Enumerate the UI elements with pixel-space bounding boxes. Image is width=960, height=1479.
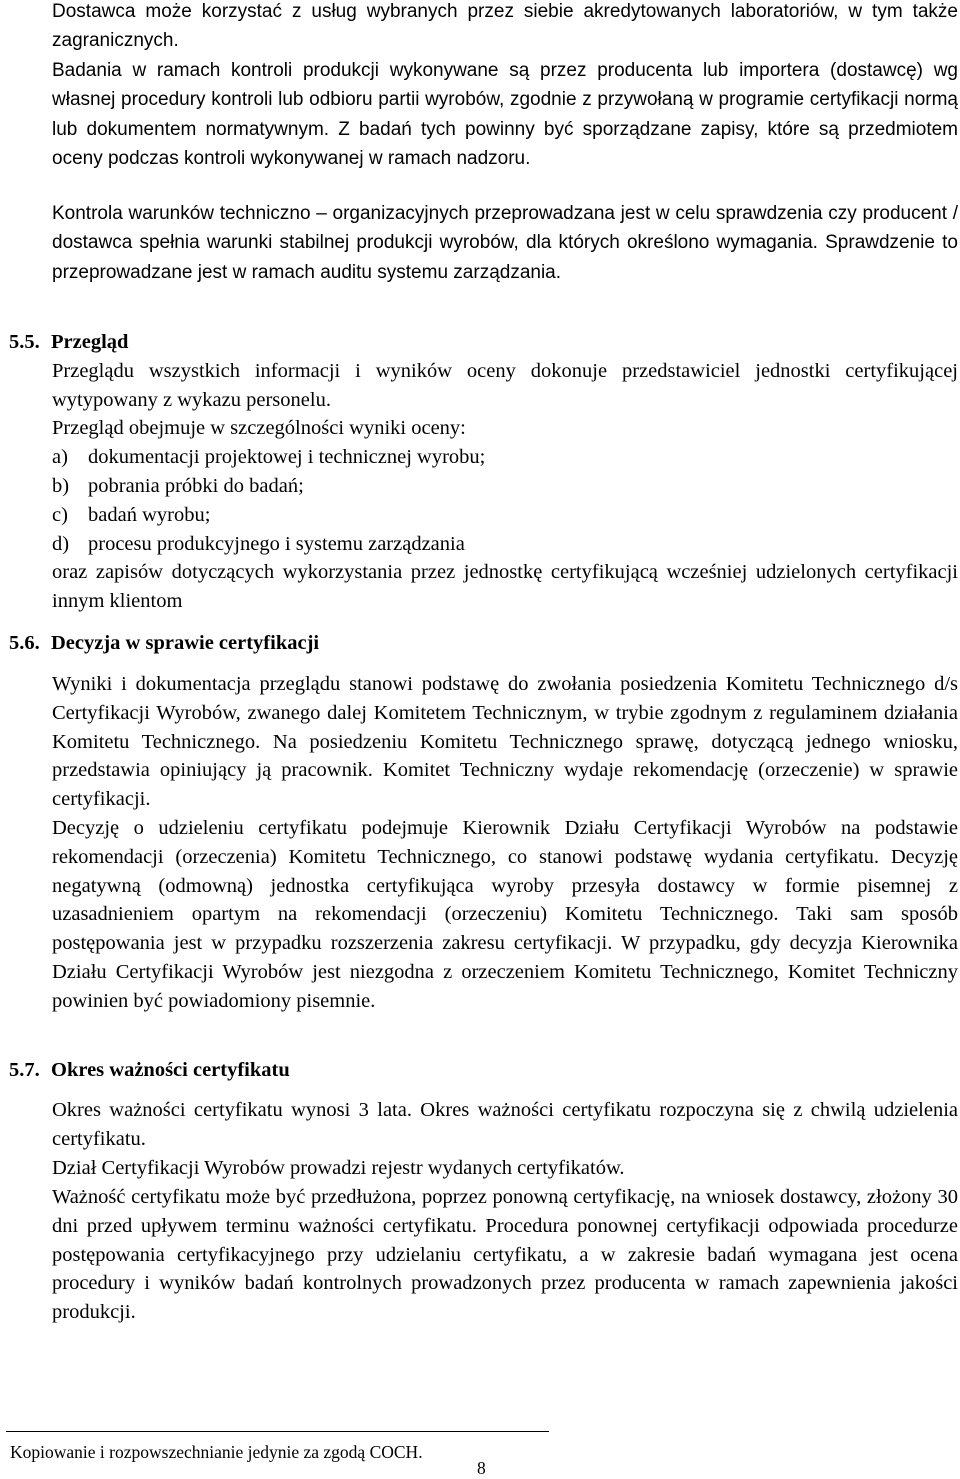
intro-paragraph-technical-control: Kontrola warunków techniczno – organizacyjnych przeprowadzana jest w celu sprawdzenia czy producent / dostawca spełnia warunki stabilnej produkcji wyrobów, dla których określono wymagania. Sprawdzenie to przeprowadzane jest w ramach auditu systemu zarządzania. (52, 203, 958, 283)
footer-divider (6, 1431, 549, 1432)
section-title: Decyzja w sprawie certyfikacji (51, 632, 320, 654)
review-paragraph-records: oraz zapisów dotyczących wykorzystania przez jednostkę certyfikującą wcześniej udzielonych certyfikacji innym klientom (52, 561, 958, 612)
intro-paragraph-laboratories: Dostawca może korzystać z usług wybranych przez siebie akredytowanych laboratoriów, w tym także zagranicznych. (52, 1, 958, 52)
decision-paragraph-committee: Wyniki i dokumentacja przeglądu stanowi podstawę do zwołania posiedzenia Komitetu Technicznego d/s Certyfikacji Wyrobów, zwanego dalej Komitetem Technicznym, w trybie zgodnym z regulaminem działania Komitetu Technicznego. Na posiedzeniu Komitetu Technicznego sprawę, dotyczącą jednego wniosku, przedstawia opiniujący ją pracownik. Komitet Techniczny wydaje rekomendację (orzeczenie) w sprawie certyfikacji. (52, 673, 958, 811)
review-paragraph-scope: Przegląd obejmuje w szczególności wyniki oceny: (52, 417, 466, 439)
list-item: b) pobrania próbki do badań; (52, 475, 304, 497)
section-title: Okres ważności certyfikatu (51, 1059, 290, 1081)
footer-copyright-note: Kopiowanie i rozpowszechnianie jedynie za zgodą COCH. (10, 1442, 423, 1462)
section-heading-review (9, 328, 949, 356)
section-number: 5.7. (9, 1059, 40, 1081)
list-item: d) procesu produkcyjnego i systemu zarządzania (52, 533, 465, 555)
validity-paragraph-duration: Okres ważności certyfikatu wynosi 3 lata. Okres ważności certyfikatu rozpoczyna się z chwilą udzielenia certyfikatu. (52, 1099, 958, 1150)
page-number: 8 (477, 1458, 486, 1478)
section-title: Przegląd (51, 331, 129, 353)
list-item: a) dokumentacji projektowej i technicznej wyrobu; (52, 446, 486, 468)
section-heading-validity (9, 1056, 949, 1084)
review-list (52, 443, 958, 559)
list-item: c) badań wyrobu; (52, 504, 211, 526)
review-paragraph-responsible: Przeglądu wszystkich informacji i wyników oceny dokonuje przedstawiciel jednostki certyfikującej wytypowany z wykazu personelu. (52, 360, 958, 411)
validity-paragraph-extension: Ważność certyfikatu może być przedłużona, poprzez ponowną certyfikację, na wniosek dostawcy, złożony 30 dni przed upływem terminu ważności certyfikatu. Procedura ponownej certyfikacji odpowiada procedurze postępowania certyfikacyjnego przy udzielaniu certyfikatu, a w zakresie badań wymagana jest ocena procedury i wyników badań kontrolnych prowadzonych przez producenta w ramach zapewnienia jakości produkcji. (52, 1186, 958, 1324)
section-number: 5.5. (9, 331, 40, 353)
section-heading-decision (9, 629, 949, 657)
intro-paragraph-production-control: Badania w ramach kontroli produkcji wykonywane są przez producenta lub importera (dostawcę) wg własnej procedury kontroli lub odbioru partii wyrobów, zgodnie z przywołaną w programie certyfikacji normą lub dokumentem normatywnym. Z badań tych powinny być sporządzane zapisy, które są przedmiotem oceny podczas kontroli wykonywanej w ramach nadzoru. (52, 60, 958, 170)
section-number: 5.6. (9, 632, 40, 654)
validity-paragraph-register: Dział Certyfikacji Wyrobów prowadzi rejestr wydanych certyfikatów. (52, 1157, 625, 1179)
decision-paragraph-issuance: Decyzję o udzieleniu certyfikatu podejmuje Kierownik Działu Certyfikacji Wyrobów na podstawie rekomendacji (orzeczenia) Komitetu Technicznego, co stanowi podstawę wydania certyfikatu. Decyzję negatywną (odmowną) jednostka certyfikująca wyroby przesyła dostawcy w formie pisemnej z uzasadnieniem opartym na rekomendacji (orzeczeniu) Komitetu Technicznego. Taki sam sposób postępowania jest w przypadku rozszerzenia zakresu certyfikacji. W przypadku, gdy decyzja Kierownika Działu Certyfikacji Wyrobów jest niezgodna z orzeczeniem Komitetu Technicznego, Komitet Techniczny powinien być powiadomiony pisemnie. (52, 817, 958, 1012)
